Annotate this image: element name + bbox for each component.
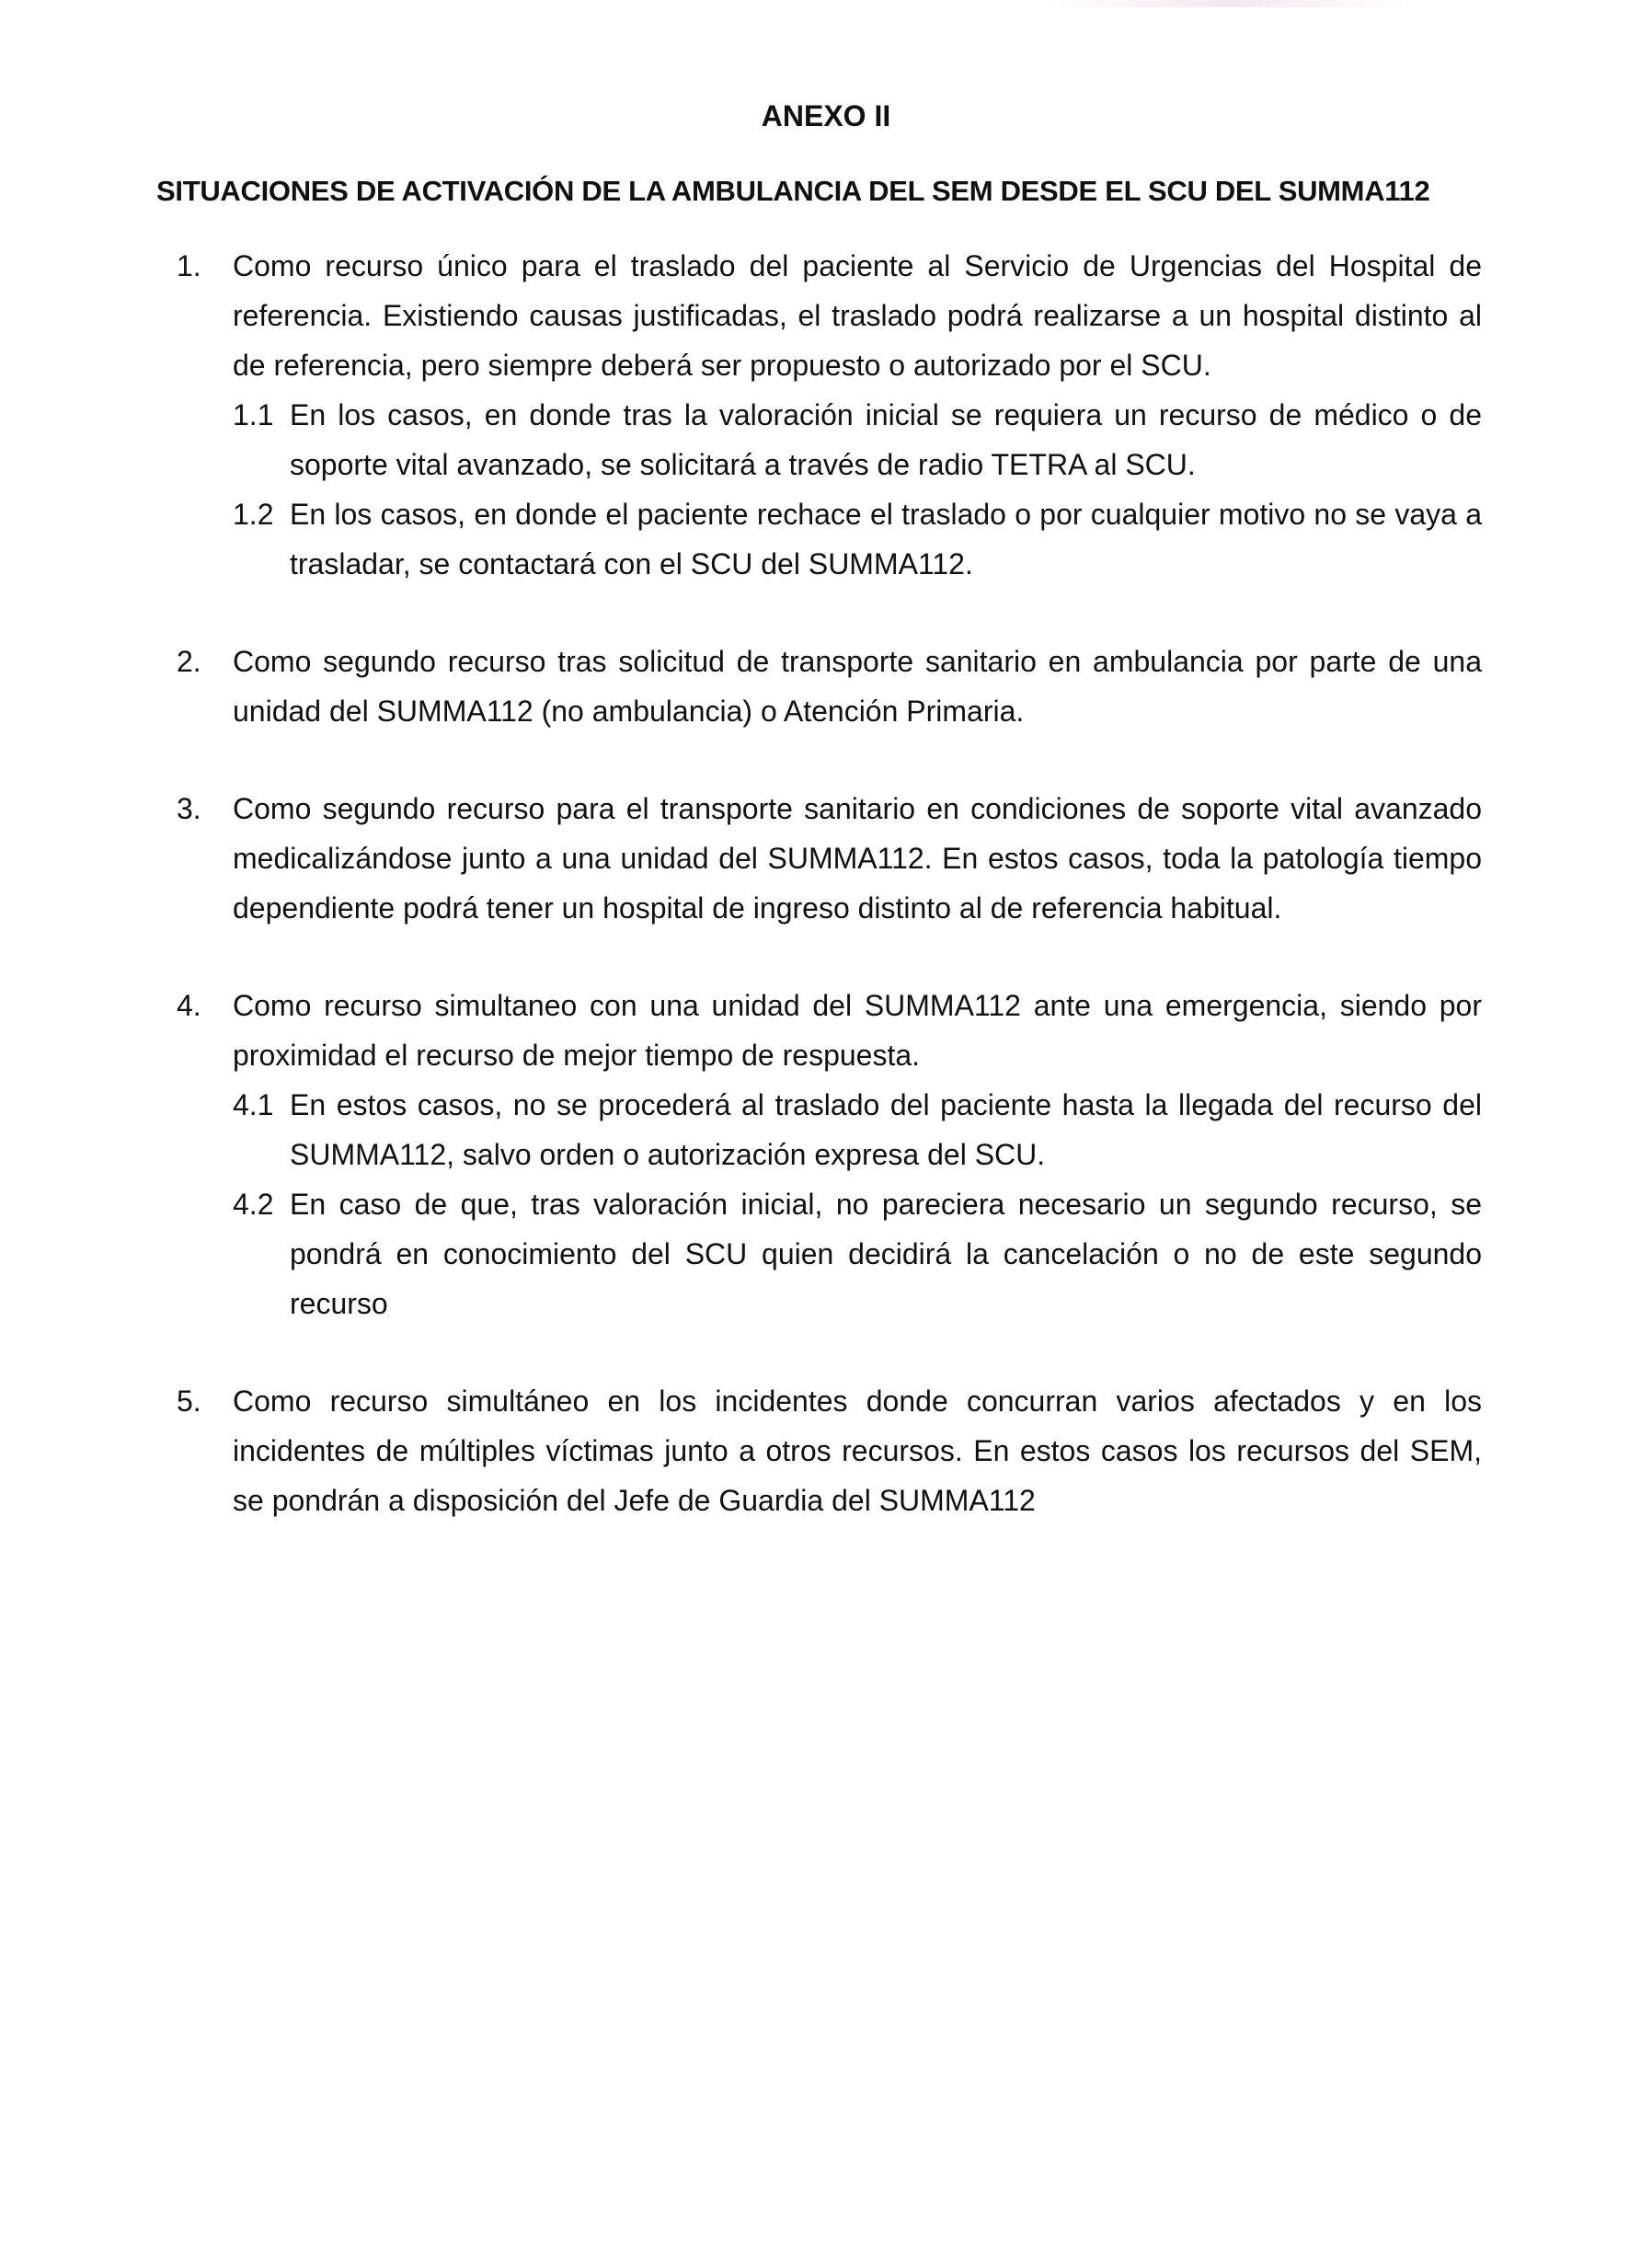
list-item-number: 1. — [177, 249, 201, 282]
list-item-text: Como segundo recurso tras solicitud de transporte sanitario en ambulancia por parte de una unidad del SUMMA112 (no ambulancia) o Atención Primaria. — [233, 645, 1482, 728]
sub-item-4-1 — [0, 1080, 1652, 1179]
numbered-list — [0, 241, 1652, 1573]
sub-item-text: En estos casos, no se procederá al traslado del paciente hasta la llegada del recurso del SUMMA112, salvo orden o autorización expresa del SCU. — [290, 1088, 1482, 1171]
sub-item-number: 4.1 — [233, 1088, 274, 1121]
list-item-text: Como recurso simultaneo con una unidad del SUMMA112 ante una emergencia, siendo por proximidad el recurso de mejor tiempo de respuesta. — [233, 989, 1482, 1072]
list-item-text: Como recurso único para el traslado del paciente al Servicio de Urgencias del Hospital de referencia. Existiendo causas justificadas, el traslado podrá realizarse a un hospital distinto al de referencia, pero siempre deberá ser propuesto o autorizado por el SCU. — [233, 249, 1482, 382]
sub-item-1-1 — [0, 390, 1652, 489]
sub-item-text: En caso de que, tras valoración inicial, no pareciera necesario un segundo recurso, se pondrá en conocimiento del SCU quien decidirá la cancelación o no de este segundo recurso — [290, 1188, 1482, 1320]
sub-item-4-2 — [0, 1179, 1652, 1328]
list-item-number: 3. — [177, 792, 201, 825]
list-item-text: Como recurso simultáneo en los incidentes donde concurran varios afectados y en los incidentes de múltiples víctimas junto a otros recursos. En estos casos los recursos del SEM, se pondrán a disposición del Jefe de Guardia del SUMMA112 — [233, 1385, 1482, 1517]
list-item-1 — [0, 241, 1652, 589]
list-item-3 — [0, 784, 1652, 933]
list-item-text: Como segundo recurso para el transporte sanitario en condiciones de soporte vital avanzado medicalizándose junto a una unidad del SUMMA112. En estos casos, toda la patología tiempo dependiente podrá tener un hospital de ingreso distinto al de referencia habitual. — [233, 792, 1482, 925]
list-item-2 — [0, 637, 1652, 736]
sub-item-number: 1.1 — [233, 398, 274, 431]
sub-item-number: 1.2 — [233, 498, 274, 531]
annex-title: ANEXO II — [761, 99, 891, 132]
document-heading: SITUACIONES DE ACTIVACIÓN DE LA AMBULANCIA DEL SEM DESDE EL SCU DEL SUMMA112 — [156, 175, 1430, 207]
list-item-5 — [0, 1376, 1652, 1525]
sub-item-text: En los casos, en donde tras la valoración inicial se requiera un recurso de médico o de soporte vital avanzado, se solicitará a través de radio TETRA al SCU. — [290, 398, 1482, 481]
list-item-number: 2. — [177, 645, 201, 678]
sub-item-number: 4.2 — [233, 1188, 274, 1221]
list-item-number: 4. — [177, 989, 201, 1022]
sub-item-text: En los casos, en donde el paciente rechace el traslado o por cualquier motivo no se vaya a trasladar, se contactará con el SCU del SUMMA112. — [290, 498, 1482, 580]
sub-item-1-2 — [0, 489, 1652, 589]
list-item-4 — [0, 981, 1652, 1328]
scan-artifact — [1045, 0, 1413, 7]
list-item-number: 5. — [177, 1385, 201, 1418]
